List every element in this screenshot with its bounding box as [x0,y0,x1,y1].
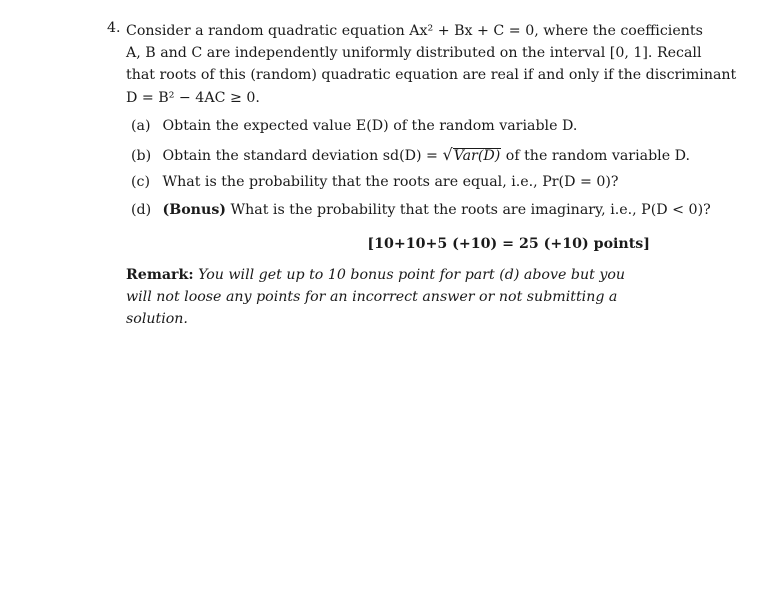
part-d-bonus: (Bonus) [162,202,227,218]
question-statement [126,20,737,109]
remark-heading: Remark: [126,267,194,283]
remark-body: You will get up to 10 bonus point for part (d) above but you will not loose any points for an incorrect answer or not submitting a solution. [126,267,626,327]
statement-line-3: that roots of this (random) quadratic equation are real if and only if the discriminant [126,67,737,84]
part-d-text: What is the probability that the roots are imaginary, i.e., P(D < 0)? [226,202,711,218]
part-c-text: What is the probability that the roots are equal, i.e., Pr(D = 0)? [162,174,619,190]
statement-line-1: Consider a random quadratic equation Ax² + Bx + C = 0, where the coefficients [126,23,703,39]
points-summary: [10+10+5 (+10) = 25 (+10) points] [367,236,650,252]
remark [126,264,650,330]
question-number: 4. [107,20,121,36]
part-d [131,202,711,218]
part-b [131,145,690,164]
statement-line-4: D = B² − 4AC ≥ 0. [126,89,260,106]
part-b-label: (b) [131,148,152,164]
part-a [131,118,577,134]
part-b-sqrt-content: Var(D) [453,148,501,164]
part-c-label: (c) [131,174,151,190]
part-d-label: (d) [131,202,152,218]
part-b-text-before: Obtain the standard deviation sd(D) = [162,148,443,164]
part-b-text-after: of the random variable D. [501,148,690,164]
part-a-text: Obtain the expected value E(D) of the random variable D. [162,118,578,134]
part-a-label: (a) [131,118,151,134]
square-root-icon: √ [442,145,453,164]
statement-line-2: A, B and C are independently uniformly distributed on the interval [0, 1]. Recall [126,45,702,62]
part-c [131,174,619,190]
